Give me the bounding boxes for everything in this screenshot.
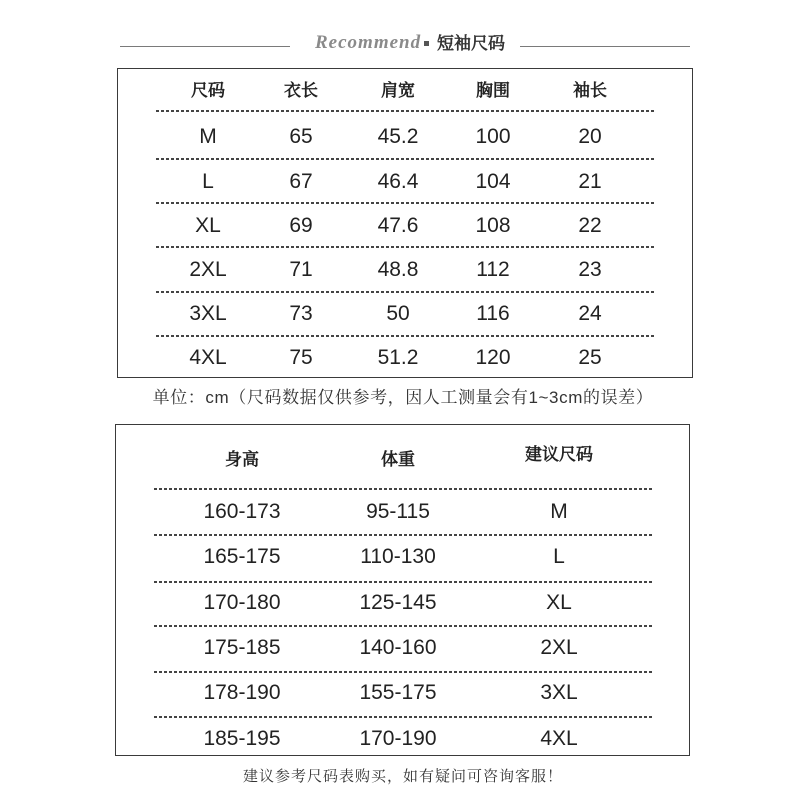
cell-length: 75 xyxy=(289,346,313,369)
dotted-divider xyxy=(154,488,653,490)
table-row xyxy=(118,211,692,241)
dotted-divider xyxy=(156,158,656,160)
column-header-size: 尺码 xyxy=(191,81,225,100)
cell-chest: 120 xyxy=(475,346,511,369)
table-row xyxy=(116,497,689,527)
cell-shoulder: 50 xyxy=(386,302,410,325)
column-header-weight: 体重 xyxy=(381,450,415,469)
cell-recommended-size: 3XL xyxy=(540,681,578,704)
cell-sleeve: 24 xyxy=(578,302,602,325)
cell-sleeve: 20 xyxy=(578,125,602,148)
cell-chest: 112 xyxy=(476,258,510,281)
dotted-divider xyxy=(154,534,653,536)
cell-length: 67 xyxy=(289,170,313,193)
cell-height-range: 185-195 xyxy=(203,727,281,750)
header-rule-right xyxy=(520,46,690,47)
column-header-height: 身高 xyxy=(225,450,259,469)
cell-shoulder: 46.4 xyxy=(377,170,419,193)
column-header-sleeve: 袖长 xyxy=(573,81,607,100)
header-title: 短袖尺码 xyxy=(437,34,505,53)
cell-weight-range: 110-130 xyxy=(360,545,436,568)
header-rule-left xyxy=(120,46,290,47)
table-row xyxy=(116,678,689,708)
column-header-chest: 胸围 xyxy=(476,81,510,100)
dotted-divider xyxy=(154,671,653,673)
table-row xyxy=(118,167,692,197)
cell-height-range: 165-175 xyxy=(203,545,281,568)
dotted-divider xyxy=(156,110,656,112)
cell-weight-range: 170-190 xyxy=(359,727,437,750)
dotted-divider xyxy=(156,246,656,248)
cell-height-range: 160-173 xyxy=(203,500,281,523)
dotted-divider xyxy=(154,625,653,627)
cell-recommended-size: 4XL xyxy=(540,727,578,750)
cell-chest: 104 xyxy=(475,170,511,193)
cell-length: 73 xyxy=(289,302,313,325)
cell-size: 3XL xyxy=(189,302,227,325)
unit-note: 单位：cm（尺码数据仅供参考，因人工测量会有1~3cm的误差） xyxy=(152,388,654,407)
table-row xyxy=(118,343,692,373)
cell-sleeve: 25 xyxy=(578,346,602,369)
size-table-header-row xyxy=(118,76,692,106)
cell-weight-range: 95-115 xyxy=(366,500,430,523)
recommend-table-header-row xyxy=(116,445,689,475)
cell-size: 2XL xyxy=(189,258,227,281)
cell-size: L xyxy=(202,170,214,193)
cell-shoulder: 48.8 xyxy=(377,258,419,281)
cell-sleeve: 22 xyxy=(578,214,602,237)
cell-chest: 100 xyxy=(475,125,511,148)
cell-size: XL xyxy=(195,214,221,237)
cell-recommended-size: L xyxy=(553,545,565,568)
cell-size: 4XL xyxy=(189,346,227,369)
cell-shoulder: 45.2 xyxy=(377,125,419,148)
cell-sleeve: 23 xyxy=(578,258,602,281)
cell-size: M xyxy=(199,125,217,148)
size-table xyxy=(117,68,693,378)
cell-height-range: 178-190 xyxy=(203,681,281,704)
cell-chest: 116 xyxy=(476,302,510,325)
cell-recommended-size: M xyxy=(550,500,568,523)
table-row xyxy=(118,122,692,152)
table-row xyxy=(116,633,689,663)
table-row xyxy=(116,542,689,572)
dotted-divider xyxy=(154,581,653,583)
cell-weight-range: 140-160 xyxy=(359,636,437,659)
cell-height-range: 170-180 xyxy=(203,591,281,614)
cell-shoulder: 51.2 xyxy=(377,346,419,369)
dotted-divider xyxy=(156,291,656,293)
recommend-script-text: Recommend xyxy=(315,32,422,53)
table-row xyxy=(116,588,689,618)
cell-sleeve: 21 xyxy=(578,170,602,193)
column-header-recommended-size: 建议尺码 xyxy=(525,445,593,464)
table-row xyxy=(116,724,689,754)
dotted-divider xyxy=(154,716,653,718)
cell-recommended-size: XL xyxy=(546,591,572,614)
column-header-shoulder: 肩宽 xyxy=(381,81,415,100)
cell-length: 69 xyxy=(289,214,313,237)
cell-weight-range: 155-175 xyxy=(359,681,437,704)
dotted-divider xyxy=(156,202,656,204)
cell-recommended-size: 2XL xyxy=(540,636,578,659)
cell-shoulder: 47.6 xyxy=(377,214,419,237)
dotted-divider xyxy=(156,335,656,337)
cell-length: 65 xyxy=(289,125,313,148)
cell-length: 71 xyxy=(289,258,313,281)
table-row xyxy=(118,255,692,285)
table-row xyxy=(118,299,692,329)
cell-height-range: 175-185 xyxy=(203,636,281,659)
column-header-length: 衣长 xyxy=(284,81,318,100)
cell-chest: 108 xyxy=(475,214,511,237)
header-square-dot xyxy=(424,41,429,46)
cell-weight-range: 125-145 xyxy=(359,591,437,614)
footer-note: 建议参考尺码表购买，如有疑问可咨询客服！ xyxy=(242,768,563,785)
recommend-table xyxy=(115,424,690,756)
